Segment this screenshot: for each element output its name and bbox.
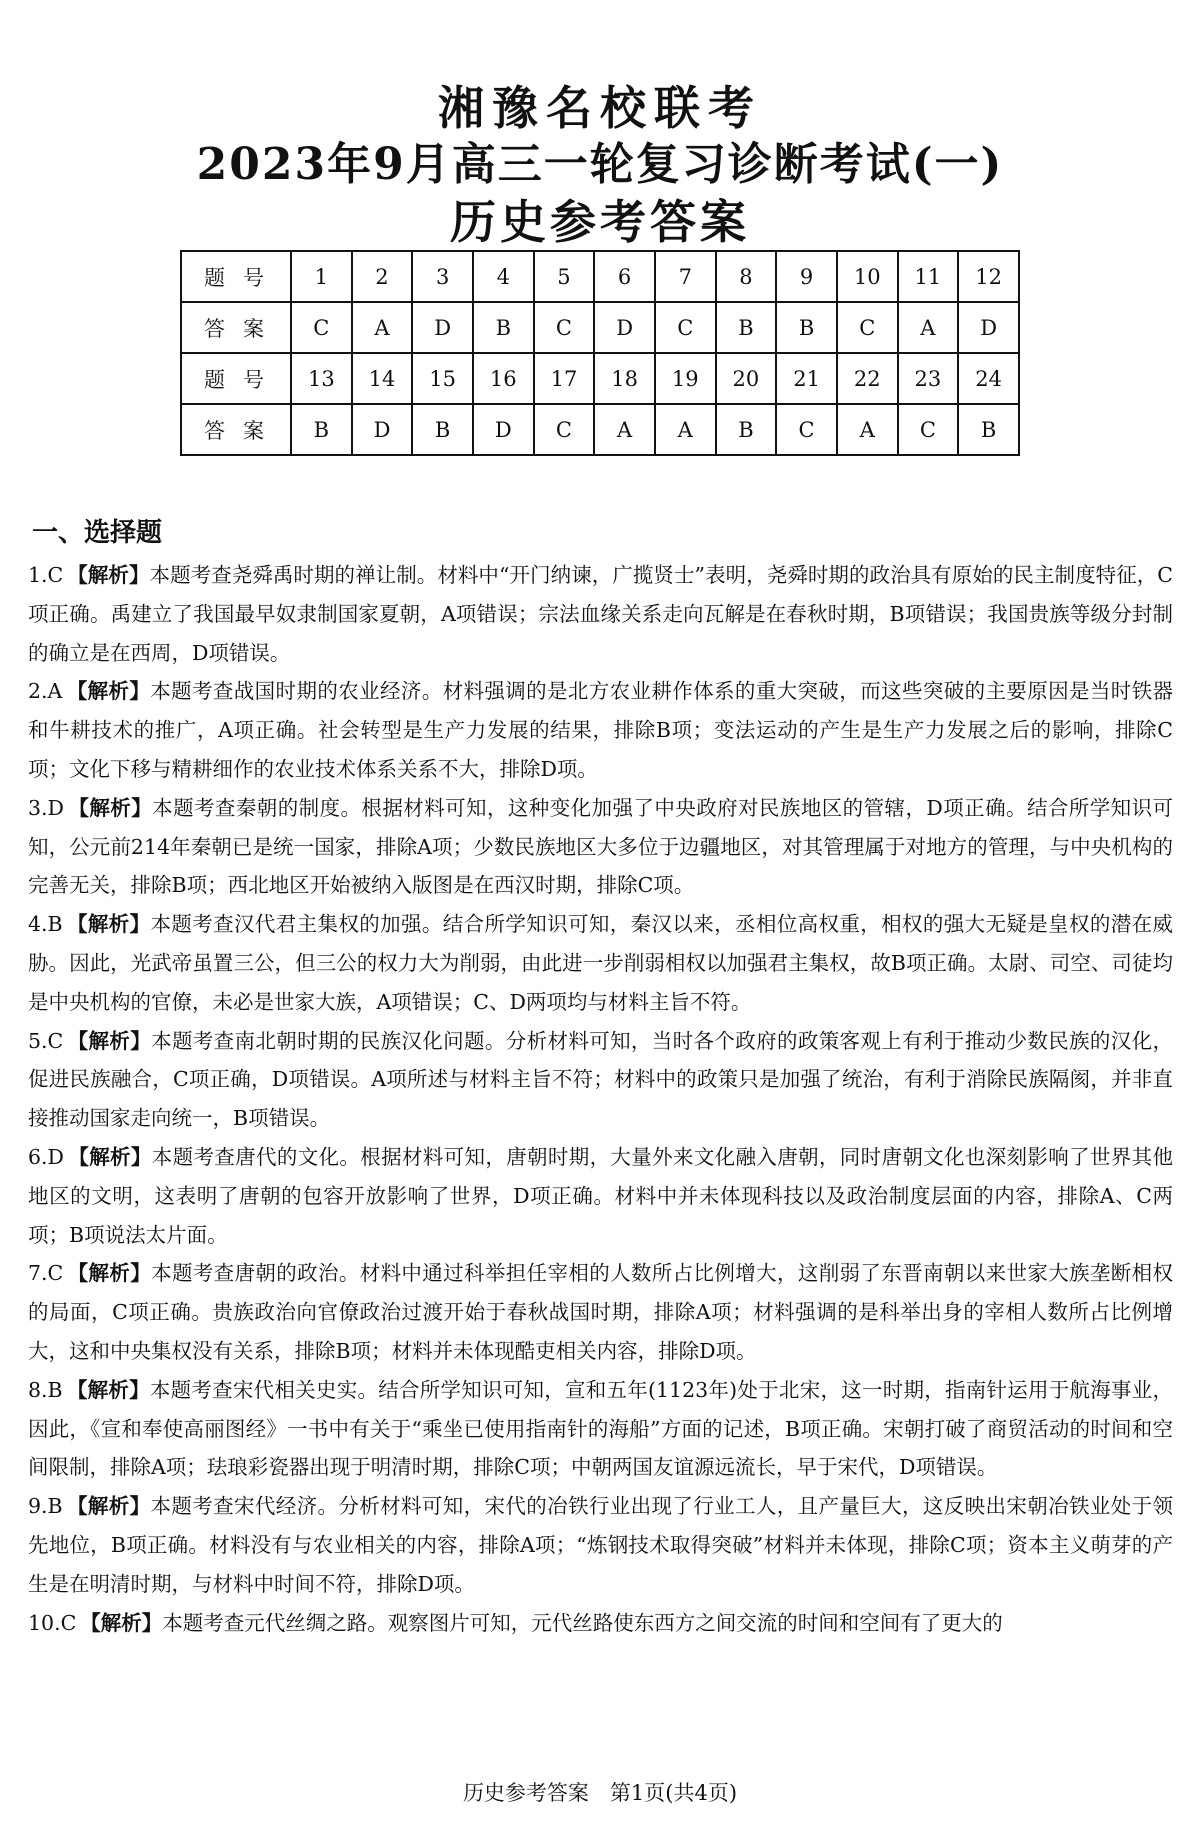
answer-table-cell: C (291, 302, 352, 353)
answer-table-cell: C (776, 404, 837, 455)
answer-table-cell: 7 (655, 251, 716, 302)
analysis-text: 本题考查南北朝时期的民族汉化问题。分析材料可知，当时各个政府的政策客观上有利于推动少数民族的汉化，促进民族融合，C项正确，D项错误。A项所述与材料主旨不符；材料中的政策只是加强了统治，有利于消除民族隔阂，并非直接推动国家走向统一，B项错误。 (28, 1028, 1174, 1131)
question-answer: 4.B (28, 912, 63, 937)
answer-table-cell: 18 (594, 353, 655, 404)
answer-table-cell: D (958, 302, 1019, 353)
answer-table-cell: A (352, 302, 413, 353)
answer-table-cell: D (473, 404, 534, 455)
answer-table-cell: 4 (473, 251, 534, 302)
analysis-tag: 【解析】 (68, 1144, 152, 1169)
answer-table-cell: 11 (898, 251, 959, 302)
answer-table-cell: 22 (837, 353, 898, 404)
analysis-tag: 【解析】 (67, 563, 150, 587)
answer-table-cell: 17 (534, 353, 595, 404)
question-answer: 9.B (28, 1494, 63, 1519)
answer-table-row-head: 题号 (181, 353, 291, 404)
answer-table-cell: 5 (534, 251, 595, 302)
page-footer: 历史参考答案 第1页(共4页) (462, 1781, 738, 1805)
answer-table-cell: 9 (776, 251, 837, 302)
answer-table (180, 250, 1020, 456)
analysis-text: 本题考查宋代相关史实。结合所学知识可知，宣和五年(1123年)处于北宋，这一时期，指南针运用于航海事业，因此，《宣和奉使高丽图经》一书中有关于“乘坐已使用指南针的海船”方面的记述，B项正确。宋朝打破了商贸活动的时间和空间限制，排除A项；珐琅彩瓷器出现于明清时期，排除C项；中朝两国友谊源远流长，早于宋代，D项错误。 (28, 1377, 1174, 1480)
analysis-text: 本题考查尧舜禹时期的禅让制。材料中“开门纳谏，广揽贤士”表明，尧舜时期的政治具有原始的民主制度特征，C项正确。禹建立了我国最早奴隶制国家夏朝，A项错误；宗法血缘关系走向瓦解是在春秋时期，B项错误；我国贵族等级分封制的确立是在西周，D项错误。 (28, 563, 1173, 665)
exam-title-org: 湘豫名校联考 (438, 81, 762, 135)
answer-table-cell: 1 (291, 251, 352, 302)
answer-table-cell: 20 (716, 353, 777, 404)
explanation-item (28, 1254, 1173, 1370)
explanation-item (28, 905, 1173, 1021)
explanation-item (28, 789, 1173, 905)
answer-table-cell: B (716, 302, 777, 353)
answer-table-cell: B (716, 404, 777, 455)
answer-table-cell: D (352, 404, 413, 455)
analysis-text: 本题考查唐代的文化。根据材料可知，唐朝时期，大量外来文化融入唐朝，同时唐朝文化也深刻影响了世界其他地区的文明，这表明了唐朝的包容开放影响了世界，D项正确。材料中并未体现科技以及政治制度层面的内容，排除A、C两项；B项说法太片面。 (28, 1144, 1174, 1247)
explanation-item (28, 1371, 1173, 1487)
answer-table-row-head: 答案 (181, 302, 291, 353)
answer-table-row-head: 答案 (181, 404, 291, 455)
question-answer: 2.A (28, 679, 63, 704)
analysis-tag: 【解析】 (67, 1028, 152, 1053)
answer-table-row (181, 302, 1019, 353)
answer-table-cell: C (837, 302, 898, 353)
question-answer: 8.B (28, 1377, 63, 1402)
answer-table-cell: A (594, 404, 655, 455)
analysis-text: 本题考查战国时期的农业经济。材料强调的是北方农业耕作体系的重大突破，而这些突破的主要原因是当时铁器和牛耕技术的推广，A项正确。社会转型是生产力发展的结果，排除B项；变法运动的产生是生产力发展之后的影响，排除C项；文化下移与精耕细作的农业技术体系关系不大，排除D项。 (28, 679, 1174, 781)
explanation-item (28, 1604, 1173, 1643)
answer-table-cell: C (655, 302, 716, 353)
analysis-tag: 【解析】 (67, 1261, 152, 1286)
question-answer: 10.C (28, 1610, 77, 1635)
answer-table-cell: 13 (291, 353, 352, 404)
answer-table-cell: 2 (352, 251, 413, 302)
answer-table-cell: 10 (837, 251, 898, 302)
answer-table-cell: 24 (958, 353, 1019, 404)
question-answer: 5.C (28, 1028, 64, 1053)
explanation-item (28, 1487, 1173, 1603)
answer-table-cell: A (655, 404, 716, 455)
answer-table-cell: C (898, 404, 959, 455)
answer-table-cell: 14 (352, 353, 413, 404)
analysis-text: 本题考查元代丝绸之路。观察图片可知，元代丝路使东西方之间交流的时间和空间有了更大的 (162, 1610, 1003, 1635)
analysis-text: 本题考查汉代君主集权的加强。结合所学知识可知，秦汉以来，丞相位高权重，相权的强大无疑是皇权的潜在威胁。因此，光武帝虽置三公，但三公的权力大为削弱，由此进一步削弱相权以加强君主集权，故B项正确。太尉、司空、司徒均是中央机构的官僚，未必是世家大族，A项错误；C、D两项均与材料主旨不符。 (28, 912, 1173, 1014)
answer-table-row (181, 404, 1019, 455)
answer-table-cell: B (291, 404, 352, 455)
answer-table-row (181, 353, 1019, 404)
explanation-item (28, 556, 1173, 672)
explanation-list (28, 556, 1173, 1642)
section-title: 一、选择题 (32, 518, 163, 548)
answer-table-cell: B (473, 302, 534, 353)
question-answer: 6.D (28, 1144, 64, 1169)
answer-table-row-head: 题号 (181, 251, 291, 302)
answer-table-cell: 6 (594, 251, 655, 302)
answer-table-cell: B (776, 302, 837, 353)
analysis-text: 本题考查唐朝的政治。材料中通过科举担任宰相的人数所占比例增大，这削弱了东晋南朝以来世家大族垄断相权的局面，C项正确。贵族政治向官僚政治过渡开始于春秋战国时期，排除A项；材料强调的是科举出身的宰相人数所占比例增大，这和中央集权没有关系，排除B项；材料并未体现酷吏相关内容，排除D项。 (28, 1261, 1174, 1363)
answer-table-cell: 15 (412, 353, 473, 404)
answer-table-cell: 19 (655, 353, 716, 404)
answer-table-cell: A (837, 404, 898, 455)
answer-table-cell: A (898, 302, 959, 353)
exam-title-name: 2023年9月高三一轮复习诊断考试(一) (196, 139, 1004, 190)
answer-table-cell: D (412, 302, 473, 353)
analysis-text: 本题考查宋代经济。分析材料可知，宋代的冶铁行业出现了行业工人，且产量巨大，这反映出宋朝冶铁业处于领先地位，B项正确。材料没有与农业相关的内容，排除A项；“炼钢技术取得突破”材料并未体现，排除C项；资本主义萌芽的产生是在明清时期，与材料中时间不符，排除D项。 (28, 1494, 1173, 1596)
analysis-tag: 【解析】 (66, 1494, 151, 1519)
answer-table-cell: B (412, 404, 473, 455)
question-answer: 3.D (28, 795, 64, 820)
answer-table-cell: 23 (898, 353, 959, 404)
answer-table-cell: 16 (473, 353, 534, 404)
answer-table-row (181, 251, 1019, 302)
answer-table-cell: D (594, 302, 655, 353)
answer-table-cell: 21 (776, 353, 837, 404)
question-answer: 7.C (28, 1261, 64, 1286)
answer-table-cell: C (534, 404, 595, 455)
analysis-tag: 【解析】 (66, 1377, 150, 1402)
exam-title-subject: 历史参考答案 (450, 195, 750, 249)
question-answer: 1.C (28, 563, 64, 587)
analysis-tag: 【解析】 (66, 912, 151, 937)
answer-table-cell: 3 (412, 251, 473, 302)
explanation-item (28, 1138, 1173, 1254)
answer-table-cell: C (534, 302, 595, 353)
analysis-text: 本题考查秦朝的制度。根据材料可知，这种变化加强了中央政府对民族地区的管辖，D项正确。结合所学知识可知，公元前214年秦朝已是统一国家，排除A项；少数民族地区大多位于边疆地区，对其管理属于对地方的管理，与中央机构的完善无关，排除B项；西北地区开始被纳入版图是在西汉时期，排除C项。 (28, 795, 1174, 898)
explanation-item (28, 1022, 1173, 1138)
analysis-tag: 【解析】 (68, 795, 153, 820)
answer-table-cell: 8 (716, 251, 777, 302)
explanation-item (28, 672, 1173, 788)
analysis-tag: 【解析】 (66, 679, 151, 704)
answer-table-cell: 12 (958, 251, 1019, 302)
analysis-tag: 【解析】 (80, 1610, 163, 1635)
answer-table-cell: B (958, 404, 1019, 455)
